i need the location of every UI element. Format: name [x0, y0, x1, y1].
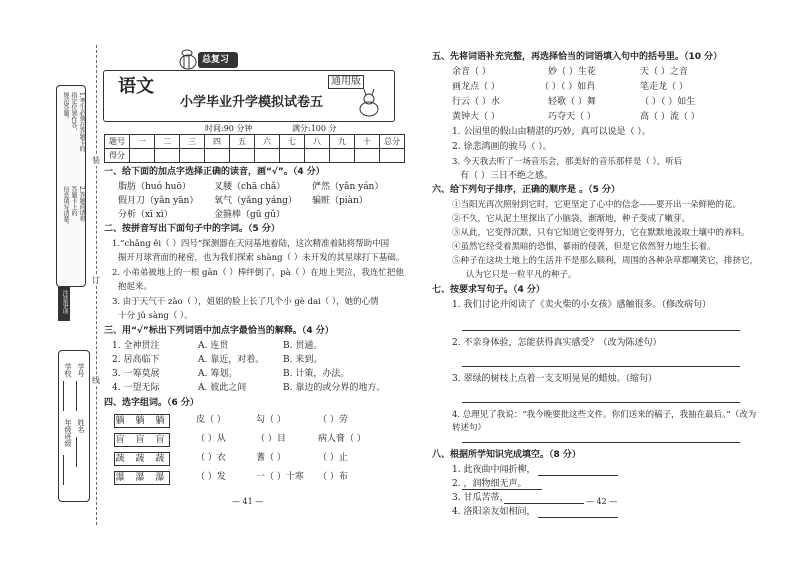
page-title: 小学毕业升学模拟试卷五: [180, 95, 324, 110]
cut-label: 订: [92, 276, 100, 285]
field-school-line[interactable]: [63, 381, 64, 411]
field-class-label: 年级班级: [64, 419, 72, 447]
q1-item[interactable]: 假月刀（yǎn yān）: [118, 196, 199, 206]
q4-blank[interactable]: （ ）目: [256, 434, 286, 444]
subject-label: 语文: [118, 76, 154, 97]
q6-title: 六、给下列句子排序，正确的顺序是 。（5 分）: [432, 185, 621, 195]
q2-line[interactable]: 掘开月球背面的秘密，也为我们探索 shàng（ ）未开发的其星球打下基础。: [118, 253, 405, 263]
q4-blank[interactable]: （ ）布: [318, 472, 348, 482]
q5-item[interactable]: 轻歌（ ）舞: [548, 97, 596, 107]
q7-item: 2. 不亲身体验，怎能获得真实感受？（改为陈述句）: [452, 338, 662, 348]
q4-title: 四、选字组词。（6 分）: [104, 398, 199, 408]
q3-option[interactable]: B. 靠边的或分界的地方。: [283, 383, 386, 393]
q4-blank[interactable]: 蓍（ ）: [256, 453, 286, 463]
q4-blank[interactable]: （ ）从: [196, 434, 226, 444]
student-info-box: [58, 350, 90, 502]
q8-answer-line[interactable]: [538, 517, 618, 518]
q1-title: 一、给下面的加点字选择正确的读音，画“√”。（4 分）: [104, 167, 325, 177]
title-box: [103, 70, 395, 122]
q5-line[interactable]: 1. 公园里的假山由精湛的巧妙，真可以说是（ ）。: [452, 127, 651, 137]
q5-item[interactable]: 高（ ）流（ ）: [640, 112, 700, 122]
q3-option[interactable]: B. 来到。: [283, 355, 323, 365]
q3-item: 4. 一望无际: [112, 383, 160, 393]
q1-item[interactable]: 叉腰（chā chǎ）: [214, 182, 286, 192]
edition-label: 通用版: [328, 75, 364, 89]
cut-label: 装: [92, 156, 100, 165]
q7-answer-line[interactable]: [462, 330, 740, 331]
field-name-line[interactable]: [76, 437, 77, 467]
q4-blank[interactable]: （ ）止: [318, 453, 348, 463]
q4-blank[interactable]: 一（ ）十寒: [256, 472, 304, 482]
q4-char-box: 瀑 瀑 瀑: [115, 473, 169, 483]
q4-blank[interactable]: （ ）劳: [318, 415, 348, 425]
q2-line: 抱起来。: [118, 282, 153, 292]
field-number-label: 学号: [77, 363, 85, 377]
sidebar: [50, 45, 100, 525]
score-table-score-row: 得分: [105, 149, 405, 163]
q6-line: 认为它只是一粒平凡的种子。: [466, 270, 577, 280]
q8-title: 八、根据所学知识完成填空。（8 分）: [432, 450, 581, 460]
q5-item[interactable]: 余音（ ）: [452, 67, 491, 77]
cut-label: 线: [92, 376, 100, 385]
sidebar-note: 指定位置作答，: [70, 92, 77, 134]
sidebar-notes-box: [56, 85, 86, 287]
field-class-line[interactable]: [63, 455, 64, 485]
q1-item[interactable]: 脂肪（huó huō）: [118, 182, 191, 192]
q5-item[interactable]: 巧夺天（ ）: [548, 112, 596, 122]
q5-item[interactable]: （ ）（ ）如肖: [540, 82, 596, 92]
sidebar-tag: 注意事项: [58, 287, 70, 321]
sidebar-note: 规范答题。: [62, 92, 69, 122]
field-name-label: 姓名: [77, 419, 85, 433]
score-label: 满分:100 分: [292, 124, 337, 133]
q3-item: 3. 一筹莫展: [112, 369, 160, 379]
q6-line: ②不久，它从泥土里探出了小脑袋，渐渐地，种子变成了嫩芽。: [452, 214, 691, 224]
q1-item[interactable]: 俨然（yǎn yán）: [312, 182, 384, 192]
q2-title: 二、按拼音写出下面句子中的字词。（5 分）: [104, 224, 280, 234]
sidebar-note: 2.答题前请将: [78, 186, 85, 222]
q7-item: 4. 总理见了我说：“我今晚要批这些文件。你们送来的稿子，我抽在最后。”（改为: [452, 410, 757, 420]
sidebar-note: 信息填写清楚。: [62, 186, 69, 228]
q5-line[interactable]: 2. 徐悲鸿画的骏马（ ）。: [452, 142, 552, 152]
q6-line: ④虽然它经受着黑暗的恐惧，暴雨的侵袭，但是它依然努力地生长着。: [452, 242, 716, 252]
q4-blank[interactable]: 皮（ ）: [196, 415, 226, 425]
q3-option[interactable]: A. 筹划。: [198, 369, 238, 379]
page-number-left: — 41 —: [232, 497, 264, 506]
q5-item[interactable]: 行云（ ）水: [452, 97, 500, 107]
q4-char-box: 盲 盲 盲: [115, 435, 169, 445]
q4-blank[interactable]: 勾（ ）: [256, 415, 286, 425]
q5-item[interactable]: 画龙点（ ）: [452, 82, 500, 92]
q4-char-box: 躺 躺 躺: [115, 416, 169, 426]
q8-answer-line[interactable]: [462, 489, 542, 490]
q3-option[interactable]: A. 彼此之间: [198, 383, 247, 393]
q2-line[interactable]: 2. 小弟弟被地上的一根 gān（ ）棒绊倒了，pà（ ）在地上哭泣，我连忙把他: [112, 268, 404, 278]
q4-char-box: 蔬 蔬 蔬: [115, 454, 169, 464]
q8-answer-line[interactable]: [538, 475, 618, 476]
q5-title: 五、先将词语补充完整，再选择恰当的词语填入句中的括号里。（10 分）: [432, 52, 723, 62]
q7-answer-line[interactable]: [462, 402, 740, 403]
q8-answer-line[interactable]: [504, 503, 584, 504]
q8-line: 1. 此夜曲中闻折柳，: [452, 465, 536, 475]
sidebar-note: 1.考生必须在答题卡的: [78, 92, 85, 152]
q1-item[interactable]: 分析（xī xì）: [118, 210, 173, 220]
sidebar-note: 答题卡上的: [70, 186, 77, 216]
q8-line: 2. ，润物细无声。: [452, 479, 527, 489]
q3-option[interactable]: B. 贯通。: [283, 341, 323, 351]
banner-text: 总复习: [202, 55, 230, 65]
q8-line: 3. 甘瓜苦蒂，: [452, 493, 509, 503]
field-school-label: 学校: [64, 363, 72, 377]
q7-item: 3. 翠绿的树枝上点着一支支明晃晃的蜡烛。（缩句）: [452, 374, 657, 384]
q4-blank[interactable]: （ ）衣: [196, 453, 226, 463]
q3-title: 三、用“√”标出下列词语中加点字最恰当的解释。（4 分）: [104, 326, 334, 336]
banner: [178, 48, 240, 72]
q5-item[interactable]: 笔走龙（ ）: [640, 82, 688, 92]
time-label: 时间:90 分钟: [205, 124, 253, 133]
q3-option[interactable]: B. 计策，办法。: [283, 369, 350, 379]
q3-option[interactable]: A. 靠近，对着。: [198, 355, 265, 365]
q1-item[interactable]: 氧气（yǎng yáng）: [214, 196, 297, 206]
q5-item[interactable]: 妙（ ）生花: [548, 67, 596, 77]
q7-answer-line[interactable]: [462, 442, 740, 443]
q5-line[interactable]: 3. 今天我去听了一场音乐会，那美好的音乐那样是（ ），听后: [452, 157, 683, 167]
score-table: [104, 134, 405, 163]
q6-line: ③从此，它变得沉默，只有它知道它变得努力，它在默默地汲取土壤中的养料。: [452, 228, 750, 238]
q5-item[interactable]: 黄钟大（ ）: [452, 112, 500, 122]
q1-item[interactable]: 金箍棒（gū gǔ）: [214, 210, 285, 220]
q7-answer-line[interactable]: [462, 366, 740, 367]
q2-line[interactable]: 3. 由于天气干 zào（ ），姐姐的脸上长了几个小 gè dai（ ），她的心情: [112, 297, 379, 307]
q5-line[interactable]: 有（ ）三日不绝之感。: [460, 171, 553, 181]
q3-item: 1. 全神贯注: [112, 341, 160, 351]
q8-line: 4. 洛阳亲友如相问，: [452, 507, 536, 517]
q6-line: ①当阳光再次照射到它时，它更坚定了心中的信念——要开出一朵鲜艳的花。: [452, 200, 742, 210]
page-number-right: — 42 —: [586, 497, 618, 506]
q6-line: ⑤种子在这块土地上的生活并不是那么顺利，周围的各种杂草都嘲笑它，排挤它，: [452, 256, 759, 266]
q4-blank[interactable]: 病人膏（ ）: [318, 434, 366, 444]
q3-item: 2. 居高临下: [112, 355, 160, 365]
field-number-line[interactable]: [76, 381, 77, 411]
q7-title: 七、按要求写句子。（4 分）: [432, 285, 545, 295]
q2-line[interactable]: 十分 jǔ sàng（ ）。: [118, 311, 193, 321]
q7-item: 1. 我们讨论并阅读了《卖火柴的小女孩》感触很多。（修改病句）: [452, 300, 711, 310]
q5-item[interactable]: 天（ ）之音: [640, 67, 688, 77]
rabbit-icon: [354, 89, 384, 117]
q4-blank[interactable]: （ ）发: [196, 472, 226, 482]
score-table-header-row: 题号 一 二 三 四 五 六 七 八 九 十 总分: [105, 135, 405, 149]
q5-item[interactable]: （ ）（ ）如生: [640, 97, 696, 107]
q7-item-cont: 转述句）: [452, 423, 487, 433]
q3-option[interactable]: A. 连贯: [198, 341, 229, 351]
q1-item[interactable]: 骗赃（piàn）: [312, 196, 368, 206]
q2-line[interactable]: 1.“chǎng ěi（ ）四号”探测器在天问基地着陆，这次精准着陆将帮助中国: [112, 239, 390, 249]
